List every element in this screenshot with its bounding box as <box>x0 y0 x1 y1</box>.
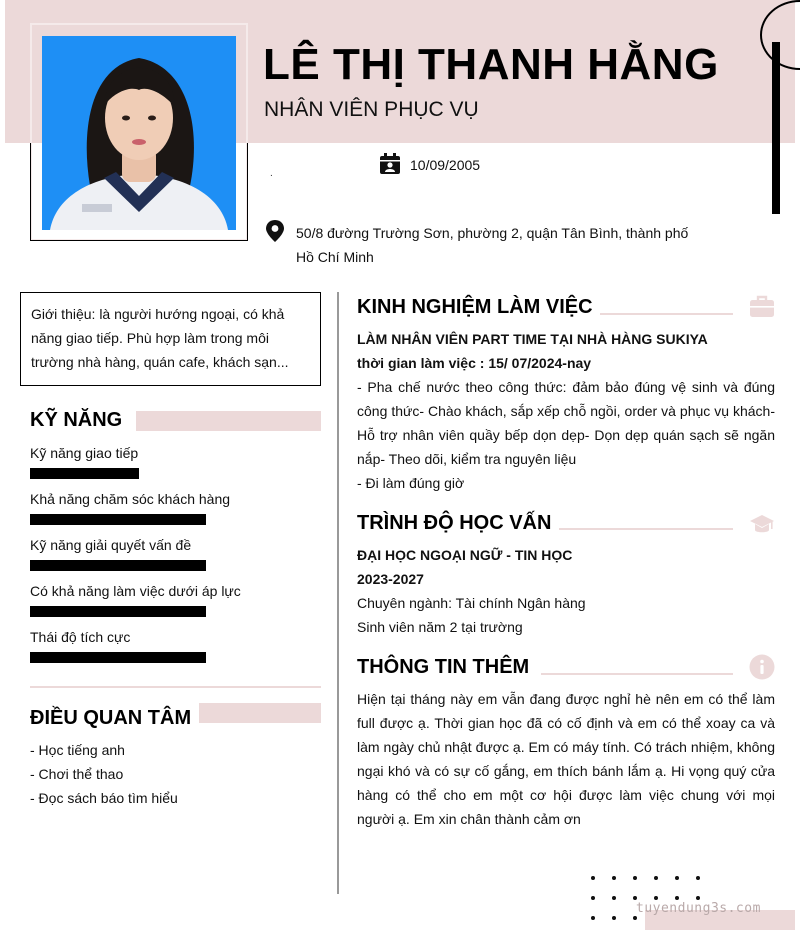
decorative-dot <box>612 896 616 900</box>
skill-label: Có khả năng làm việc dưới áp lực <box>30 583 241 599</box>
address: 50/8 đường Trường Sơn, phường 2, quận Tân Bình, thành phố Hồ Chí Minh <box>296 225 689 265</box>
skill-label: Thái độ tích cực <box>30 629 131 645</box>
decorative-dot <box>633 896 637 900</box>
map-pin-icon <box>264 219 286 243</box>
decorative-dot <box>591 896 595 900</box>
education-years: 2023-2027 <box>357 571 424 587</box>
education-status: Sinh viên năm 2 tại trường <box>357 619 523 635</box>
skill-level-bar <box>30 468 139 479</box>
education-title: TRÌNH ĐỘ HỌC VẤN <box>357 512 552 534</box>
decorative-dot <box>612 876 616 880</box>
experience-title: KINH NGHIỆM LÀM VIỆC <box>357 296 593 318</box>
section-divider <box>30 686 321 688</box>
decorative-dot <box>591 876 595 880</box>
decorative-dot <box>654 896 658 900</box>
interest-item: - Học tiếng anh <box>30 742 125 758</box>
decorative-dot <box>591 916 595 920</box>
skills-title-bar <box>136 411 321 431</box>
decorative-vertical-bar <box>772 42 780 214</box>
briefcase-icon <box>749 293 775 319</box>
education-major: Chuyên ngành: Tài chính Ngân hàng <box>357 595 586 611</box>
decorative-dot <box>612 916 616 920</box>
skill-label: Khả năng chăm sóc khách hàng <box>30 491 231 507</box>
skill-label: Kỹ năng giải quyết vấn đề <box>30 537 192 553</box>
interests-title: ĐIỀU QUAN TÂM <box>30 707 192 729</box>
date-of-birth: 10/09/2005 <box>410 157 481 173</box>
job-title: NHÂN VIÊN PHỤC VỤ <box>264 98 479 121</box>
education-title-line <box>559 528 733 530</box>
skill-level-bar <box>30 652 206 663</box>
candidate-name: LÊ THỊ THANH HẰNG <box>263 40 719 89</box>
experience-description: - Pha chế nước theo công thức: đảm bảo đúng vệ sinh và đúng công thức- Chào khách, sắp xếp chỗ ngồi, order và phục vụ khách- Hỗ trợ nhân viên quầy bếp dọn dẹp- Dọn dẹp quán sạch sẽ ngăn nắp- Theo dõi, kiểm tra nguyên liệu <box>357 379 775 467</box>
interests-title-bar <box>199 703 321 723</box>
decorative-dot <box>633 916 637 920</box>
decorative-dot <box>654 876 658 880</box>
watermark: tuyendung3s.com <box>636 901 761 916</box>
skill-level-bar <box>30 560 206 571</box>
experience-extra: - Đi làm đúng giờ <box>357 475 465 491</box>
experience-position: LÀM NHÂN VIÊN PART TIME TẠI NHÀ HÀNG SUKIYA <box>357 331 708 347</box>
graduation-cap-icon <box>749 512 775 538</box>
decorative-dot <box>696 896 700 900</box>
info-icon <box>749 654 775 680</box>
education-school: ĐẠI HỌC NGOẠI NGỮ - TIN HỌC <box>357 547 573 563</box>
skill-level-bar <box>30 606 206 617</box>
decorative-dot <box>675 876 679 880</box>
decorative-dot <box>633 876 637 880</box>
skills-title: KỸ NĂNG <box>30 409 123 431</box>
skill-label: Kỹ năng giao tiếp <box>30 445 139 461</box>
additional-title-line <box>541 673 733 675</box>
experience-period: thời gian làm việc : 15/ 07/2024-nay <box>357 355 592 371</box>
column-divider <box>337 292 339 894</box>
intro-box: Giới thiệu: là người hướng ngoại, có khả năng giao tiếp. Phù hợp làm trong môi trường nhà hàng, quán cafe, khách sạn... <box>20 292 321 386</box>
marker-dot: . <box>270 168 273 179</box>
skill-level-bar <box>30 514 206 525</box>
calendar-user-icon <box>379 153 401 175</box>
decorative-dot <box>675 896 679 900</box>
experience-title-line <box>600 313 733 315</box>
profile-photo <box>42 36 236 230</box>
interest-item: - Đọc sách báo tìm hiểu <box>30 790 178 806</box>
decorative-dot <box>696 876 700 880</box>
additional-title: THÔNG TIN THÊM <box>357 656 530 678</box>
interest-item: - Chơi thể thao <box>30 766 124 782</box>
additional-info: Hiện tại tháng này em vẫn đang được nghỉ hè nên em có thể làm full được ạ. Thời gian học đã có cố định và em có thể xoay ca và làm ngày chủ nhật được ạ. Em có máy tính. Có trách nhiệm, không ngại khó và có sự cố gắng, em thích bánh lắm ạ. Hi vọng quý cửa hàng có thể cho em một cơ hội được làm việc chung với mọi người ạ. Em xin chân thành cảm ơn <box>357 691 775 827</box>
